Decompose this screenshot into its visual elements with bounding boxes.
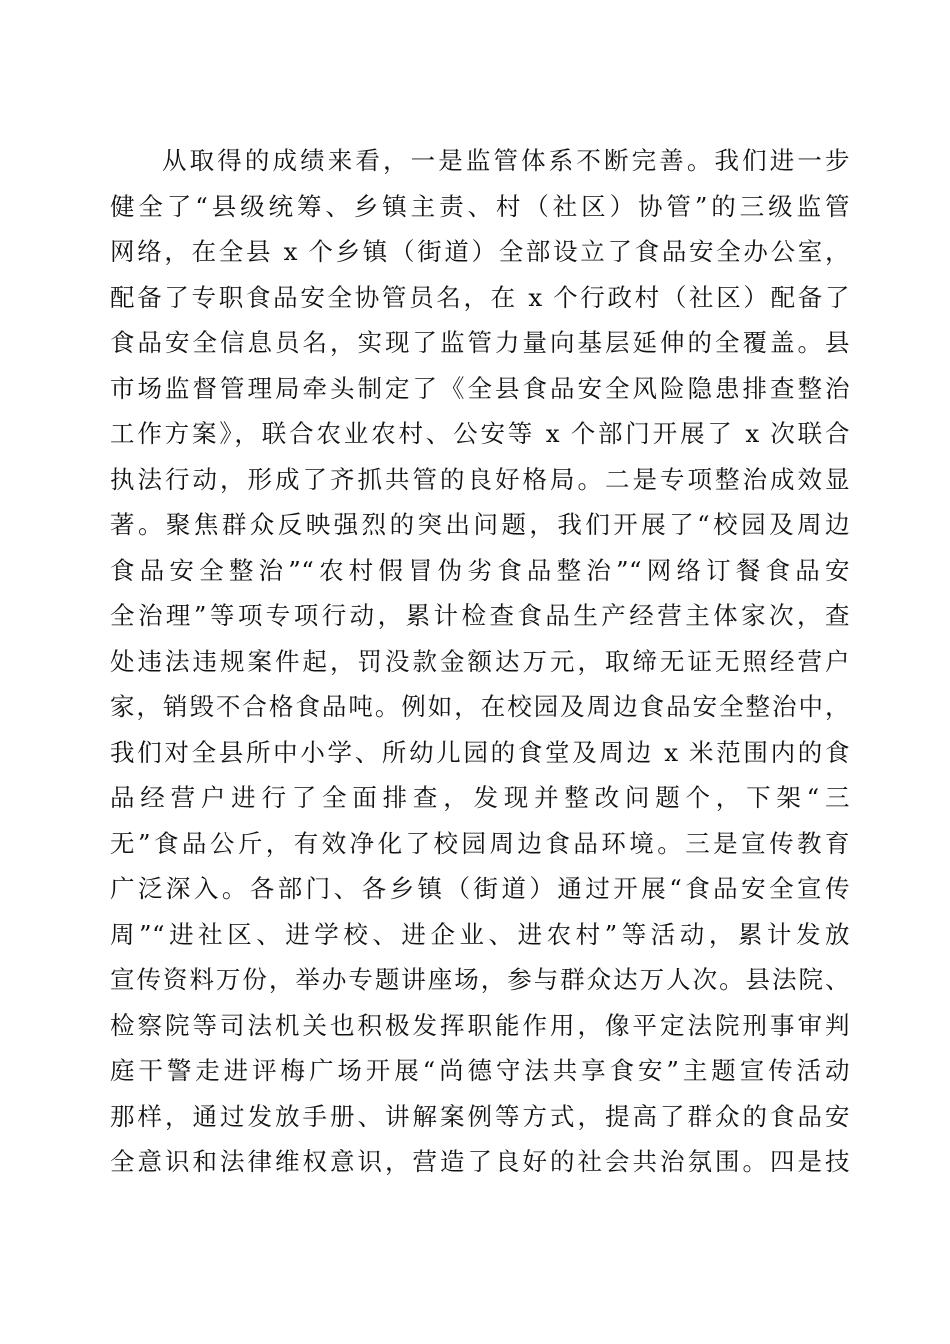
paragraph-line: 执法行动，形成了齐抓共管的良好格局。二是专项整治成效显 — [110, 464, 850, 494]
body-paragraph — [110, 138, 850, 1185]
paragraph-line: 无”食品公斤，有效净化了校园周边食品环境。三是宣传教育 — [110, 828, 850, 858]
paragraph-line: 检察院等司法机关也积极发挥职能作用，像平定法院刑事审判 — [110, 1010, 850, 1040]
paragraph-line: 那样，通过发放手册、讲解案例等方式，提高了群众的食品安 — [110, 1101, 850, 1131]
paragraph-line: 庭干警走进评梅广场开展“尚德守法共享食安”主题宣传活动 — [110, 1056, 850, 1085]
paragraph-line: 从取得的成绩来看，一是监管体系不断完善。我们进一步 — [162, 146, 850, 175]
paragraph-line: 健全了“县级统筹、乡镇主责、村（社区）协管”的三级监管 — [110, 191, 850, 221]
paragraph-line: 处违法违规案件起，罚没款金额达万元，取缔无证无照经营户 — [110, 646, 850, 676]
paragraph-line: 配备了专职食品安全协管员名，在 x 个行政村（社区）配备了 — [110, 282, 850, 312]
paragraph-line: 全治理”等项专项行动，累计检查食品生产经营主体家次，查 — [110, 601, 850, 630]
paragraph-line: 品经营户进行了全面排查，发现并整改问题个，下架“三 — [110, 783, 850, 812]
paragraph-line: 宣传资料万份，举办专题讲座场，参与群众达万人次。县法院、 — [110, 965, 850, 994]
paragraph-line: 我们对全县所中小学、所幼儿园的食堂及周边 x 米范围内的食 — [110, 737, 850, 767]
paragraph-line: 广泛深入。各部门、各乡镇（街道）通过开展“食品安全宣传 — [110, 874, 850, 903]
paragraph-line: 食品安全整治”“农村假冒伪劣食品整治”“网络订餐食品安 — [110, 555, 850, 585]
paragraph-line: 网络，在全县 x 个乡镇（街道）全部设立了食品安全办公室， — [110, 237, 850, 266]
paragraph-line: 市场监督管理局牵头制定了《全县食品安全风险隐患排查整治 — [110, 373, 850, 403]
paragraph-line: 全意识和法律维权意识，营造了良好的社会共治氛围。四是技 — [110, 1147, 850, 1176]
paragraph-line: 著。聚焦群众反映强烈的突出问题，我们开展了“校园及周边 — [110, 510, 850, 539]
paragraph-line: 工作方案》，联合农业农村、公安等 x 个部门开展了 x 次联合 — [110, 419, 850, 448]
paragraph-line: 家，销毁不合格食品吨。例如，在校园及周边食品安全整治中， — [110, 692, 850, 721]
paragraph-line: 食品安全信息员名，实现了监管力量向基层延伸的全覆盖。县 — [110, 328, 850, 357]
paragraph-line: 周”“进社区、进学校、进企业、进农村”等活动，累计发放 — [110, 919, 850, 949]
